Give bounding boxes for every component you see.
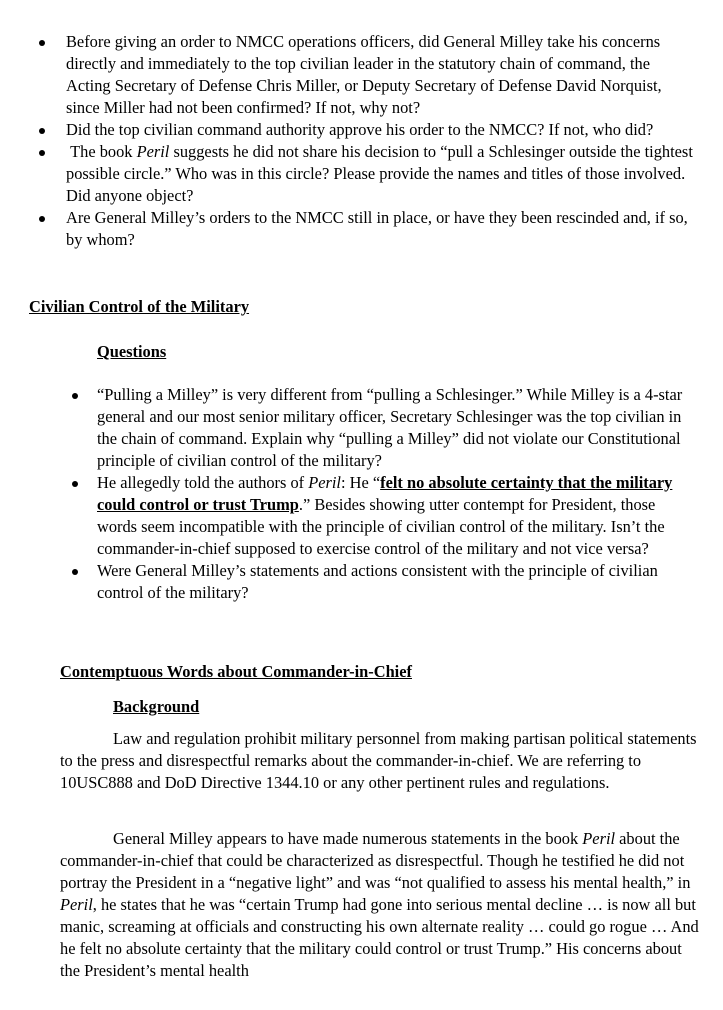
bullet-text-pre: He allegedly told the authors of	[97, 473, 309, 492]
bullet-text: Before giving an order to NMCC operations officers, did General Milley take his concerns directly and immediately to the top civilian leader in the statutory chain of command, the Acting Secretary of Defense Chris Miller, or Deputy Secretary of Defense David Norquist, since Miller had not been confirmed? If not, why not?	[66, 32, 662, 117]
list-item	[66, 141, 696, 207]
bullet-icon	[39, 216, 45, 222]
bullet-text-post: .” Besides showing utter contempt for President, those words seem incompatible with the principle of civilian control of the military. Isn’t the commander-in-chief supposed to exercise control of the military and not vice versa?	[97, 495, 665, 558]
subheading-questions: Questions	[97, 342, 167, 361]
book-title: Peril	[60, 895, 93, 914]
background-paragraph-2	[60, 828, 700, 982]
list-item	[66, 119, 696, 141]
bullet-icon	[39, 128, 45, 134]
bullet-icon	[72, 569, 78, 575]
top-bullet-list	[66, 31, 696, 251]
bullet-icon	[72, 393, 78, 399]
emphasized-quote: felt no absolute certainty that the military could control or trust Trump	[97, 473, 673, 514]
background-paragraph-1	[60, 728, 700, 794]
list-item	[66, 207, 696, 251]
bullet-text: “Pulling a Milley” is very different from “pulling a Schlesinger.” While Milley is a 4-star general and our most senior military officer, Secretary Schlesinger was the top civilian in the chain of command. Explain why “pulling a Milley” did not violate our Constitutional principle of civilian control of the military?	[97, 385, 683, 470]
subheading-background: Background	[113, 697, 200, 716]
bullet-icon	[39, 150, 45, 156]
paragraph-text-mid: about the commander-in-chief that could be characterized as disrespectful. Though he testified he did not portray the President in a “negative light” and was “not qualified to assess his mental health,” in	[60, 829, 695, 892]
section-heading-contemptuous-words: Contemptuous Words about Commander-in-Chief	[60, 662, 412, 681]
list-item	[97, 384, 697, 472]
list-item	[66, 31, 696, 119]
section-heading-civilian-control: Civilian Control of the Military	[29, 297, 250, 316]
bullet-icon	[72, 481, 78, 487]
bullet-text-pre: The book	[66, 142, 137, 161]
bullet-text: Did the top civilian command authority approve his order to the NMCC? If not, who did?	[66, 120, 654, 139]
bullet-text-post: suggests he did not share his decision to “pull a Schlesinger outside the tightest possible circle.” Who was in this circle? Please provide the names and titles of those involved. Did anyone object?	[66, 142, 693, 205]
list-item	[97, 472, 697, 560]
paragraph-text-post: , he states that he was “certain Trump had gone into serious mental decline … is now all but manic, screaming at officials and constructing his own alternate reality … could go rogue … And he felt no absolute certainty that the military could control or trust Trump.” His concerns about the President’s mental health	[60, 895, 699, 980]
bullet-icon	[39, 40, 45, 46]
book-title: Peril	[136, 142, 170, 161]
book-title: Peril	[308, 473, 341, 492]
bullet-text: Are General Milley’s orders to the NMCC still in place, or have they been rescinded and, if so, by whom?	[66, 208, 688, 249]
list-item	[97, 560, 697, 604]
bullet-text-mid: : He “	[340, 473, 381, 492]
book-title: Peril	[582, 829, 616, 848]
paragraph-text-pre: General Milley appears to have made numerous statements in the book	[113, 829, 583, 848]
paragraph-text: Law and regulation prohibit military personnel from making partisan political statements to the press and disrespectful remarks about the commander-in-chief. We are referring to 10USC888 and DoD Directive 1344.10 or any other pertinent rules and regulations.	[60, 729, 697, 792]
questions-bullet-list	[97, 384, 697, 604]
bullet-text: Were General Milley’s statements and actions consistent with the principle of civilian control of the military?	[97, 561, 658, 602]
